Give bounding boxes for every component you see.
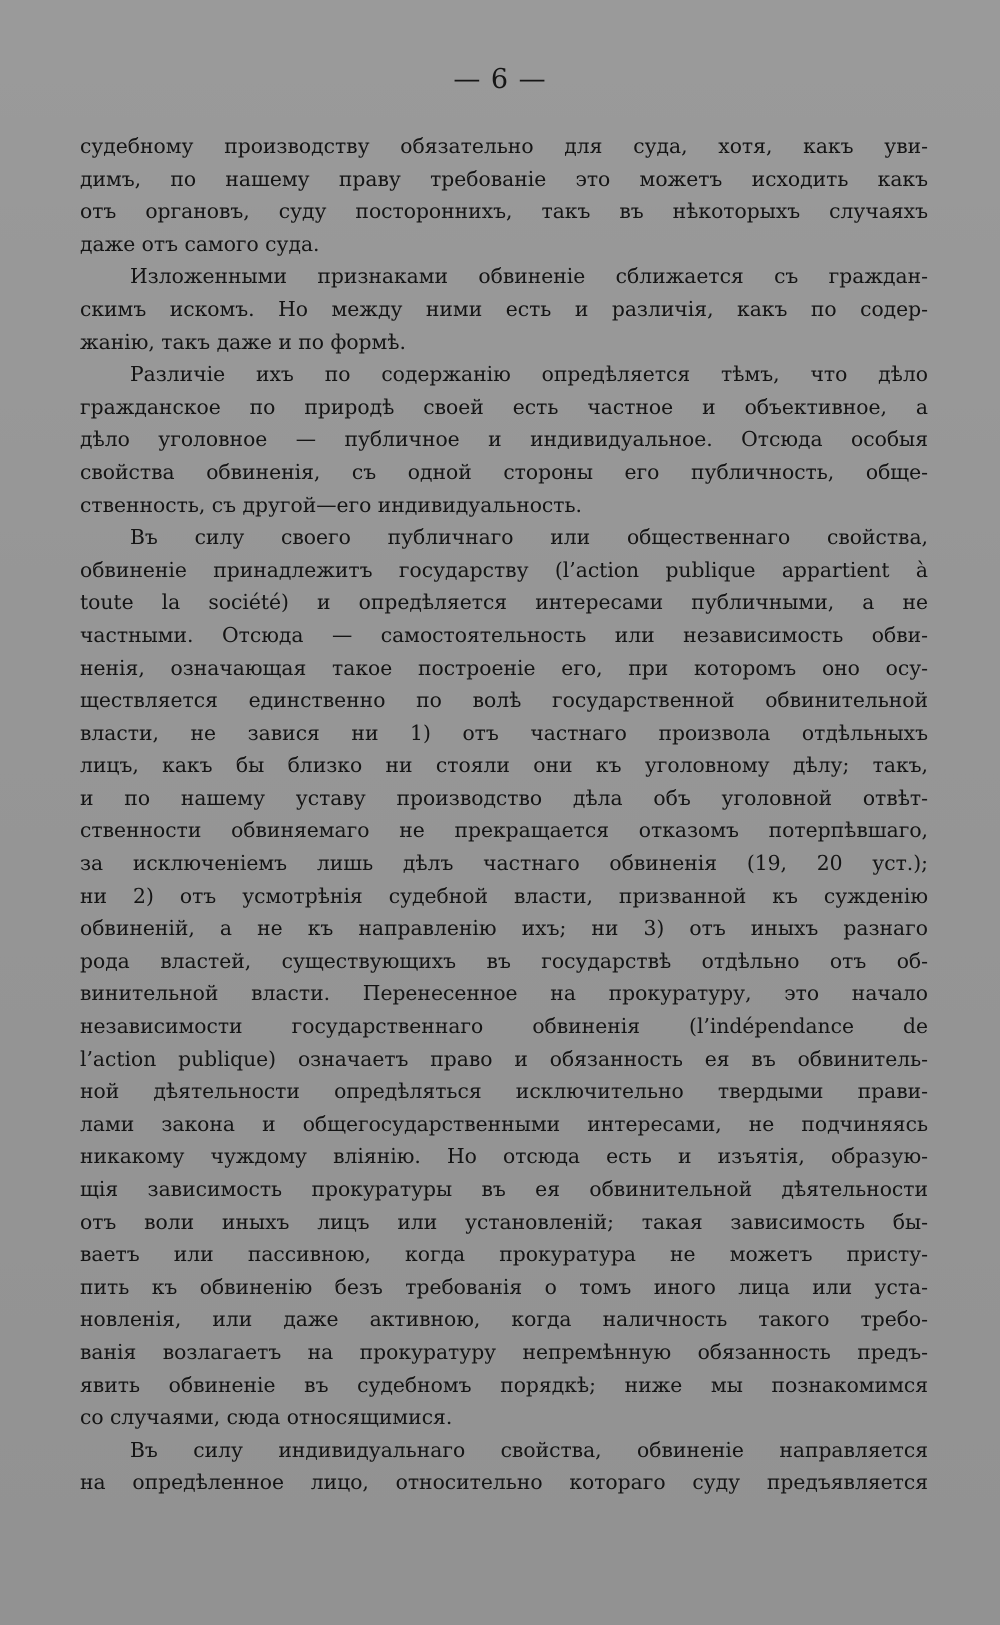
text-line: ванія возлагаетъ на прокуратуру непремѣнную обязанность предъ- bbox=[80, 1339, 928, 1364]
text-line: Изложенными признаками обвиненіе сближается съ граждан- bbox=[130, 264, 928, 289]
text-line: щія зависимость прокуратуры въ ея обвинительной дѣятельности bbox=[80, 1177, 928, 1201]
text-line: пить къ обвиненію безъ требованія о томъ иного лица или уста- bbox=[80, 1274, 928, 1299]
text-line: со случаями, сюда относящимися. bbox=[80, 1405, 453, 1430]
text-line: винительной власти. Перенесенное на прокуратуру, это начало bbox=[80, 981, 928, 1006]
text-line: лами закона и общегосударственными интересами, не подчиняясь bbox=[80, 1111, 928, 1136]
text-line: ственность, съ другой—его индивидуальность. bbox=[80, 492, 583, 517]
text-line: рода властей, существующихъ въ государствѣ отдѣльно отъ об- bbox=[80, 948, 928, 973]
text-line: ненія, означающая такое построеніе его, при которомъ оно осу- bbox=[80, 655, 928, 680]
text-line: димъ, по нашему праву требованіе это можетъ исходить какъ bbox=[80, 166, 928, 191]
page-body bbox=[80, 130, 928, 1499]
text-line: новленія, или даже активною, когда наличность такого требо- bbox=[80, 1307, 928, 1332]
text-line: ни 2) отъ усмотрѣнія судебной власти, призванной къ сужденію bbox=[80, 883, 928, 908]
text-line: лицъ, какъ бы близко ни стояли они къ уголовному дѣлу; такъ, bbox=[80, 753, 928, 778]
paragraph bbox=[80, 358, 928, 521]
paragraph bbox=[80, 1434, 928, 1499]
text-line: независимости государственнаго обвиненія (l’indépendance de bbox=[80, 1014, 928, 1039]
text-line: дѣло уголовное — публичное и индивидуальное. Отсюда особыя bbox=[80, 427, 928, 452]
text-line: никакому чуждому вліянію. Но отсюда есть и изъятія, образую- bbox=[80, 1144, 928, 1169]
text-line: даже отъ самого суда. bbox=[80, 231, 320, 256]
text-line: и по нашему уставу производство дѣла объ уголовной отвѣт- bbox=[80, 785, 928, 810]
text-line: toute la société) и опредѣляется интересами публичными, а не bbox=[80, 590, 928, 615]
text-line: частными. Отсюда — самостоятельность или независимость обви- bbox=[80, 622, 928, 647]
text-line: ваетъ или пассивною, когда прокуратура не можетъ присту- bbox=[80, 1242, 928, 1267]
paragraph bbox=[80, 521, 928, 1434]
text-line: Различіе ихъ по содержанію опредѣляется тѣмъ, что дѣло bbox=[130, 362, 928, 387]
text-line: свойства обвиненія, съ одной стороны его публичность, обще- bbox=[80, 459, 928, 484]
text-line: Въ силу индивидуальнаго свойства, обвиненіе направляется bbox=[130, 1437, 928, 1462]
text-line: отъ органовъ, суду постороннихъ, такъ въ нѣкоторыхъ случаяхъ bbox=[80, 199, 928, 224]
page-number: — 6 — bbox=[453, 64, 547, 95]
paragraph bbox=[80, 130, 928, 260]
text-line: явить обвиненіе въ судебномъ порядкѣ; ниже мы познакомимся bbox=[80, 1372, 928, 1397]
text-line: обвиненій, а не къ направленію ихъ; ни 3) отъ иныхъ разнаго bbox=[80, 916, 928, 941]
text-line: отъ воли иныхъ лицъ или установленій; такая зависимость бы- bbox=[80, 1209, 928, 1234]
text-line: власти, не завися ни 1) отъ частнаго произвола отдѣльныхъ bbox=[80, 720, 928, 745]
text-line: обвиненіе принадлежитъ государству (l’action publique appartient à bbox=[80, 557, 928, 582]
paragraph bbox=[80, 260, 928, 358]
text-line: судебному производству обязательно для суда, хотя, какъ уви- bbox=[80, 134, 928, 158]
text-line: Въ силу своего публичнаго или общественнаго свойства, bbox=[130, 525, 928, 550]
text-line: гражданское по природѣ своей есть частное и объективное, а bbox=[80, 394, 928, 419]
text-line: жанію, такъ даже и по формѣ. bbox=[80, 329, 406, 354]
text-line: за исключеніемъ лишь дѣлъ частнаго обвиненія (19, 20 уст.); bbox=[80, 851, 928, 876]
text-line: ственности обвиняемаго не прекращается отказомъ потерпѣвшаго, bbox=[80, 818, 928, 843]
text-line: скимъ искомъ. Но между ними есть и различія, какъ по содер- bbox=[80, 296, 928, 321]
text-line: ной дѣятельности опредѣляться исключительно твердыми прави- bbox=[80, 1079, 928, 1104]
text-line: ществляется единственно по волѣ государственной обвинительной bbox=[80, 688, 928, 713]
text-line: на опредѣленное лицо, относительно котораго суду предъявляется bbox=[80, 1470, 928, 1495]
text-line: l’action publique) означаетъ право и обязанность ея въ обвинитель- bbox=[80, 1046, 928, 1071]
